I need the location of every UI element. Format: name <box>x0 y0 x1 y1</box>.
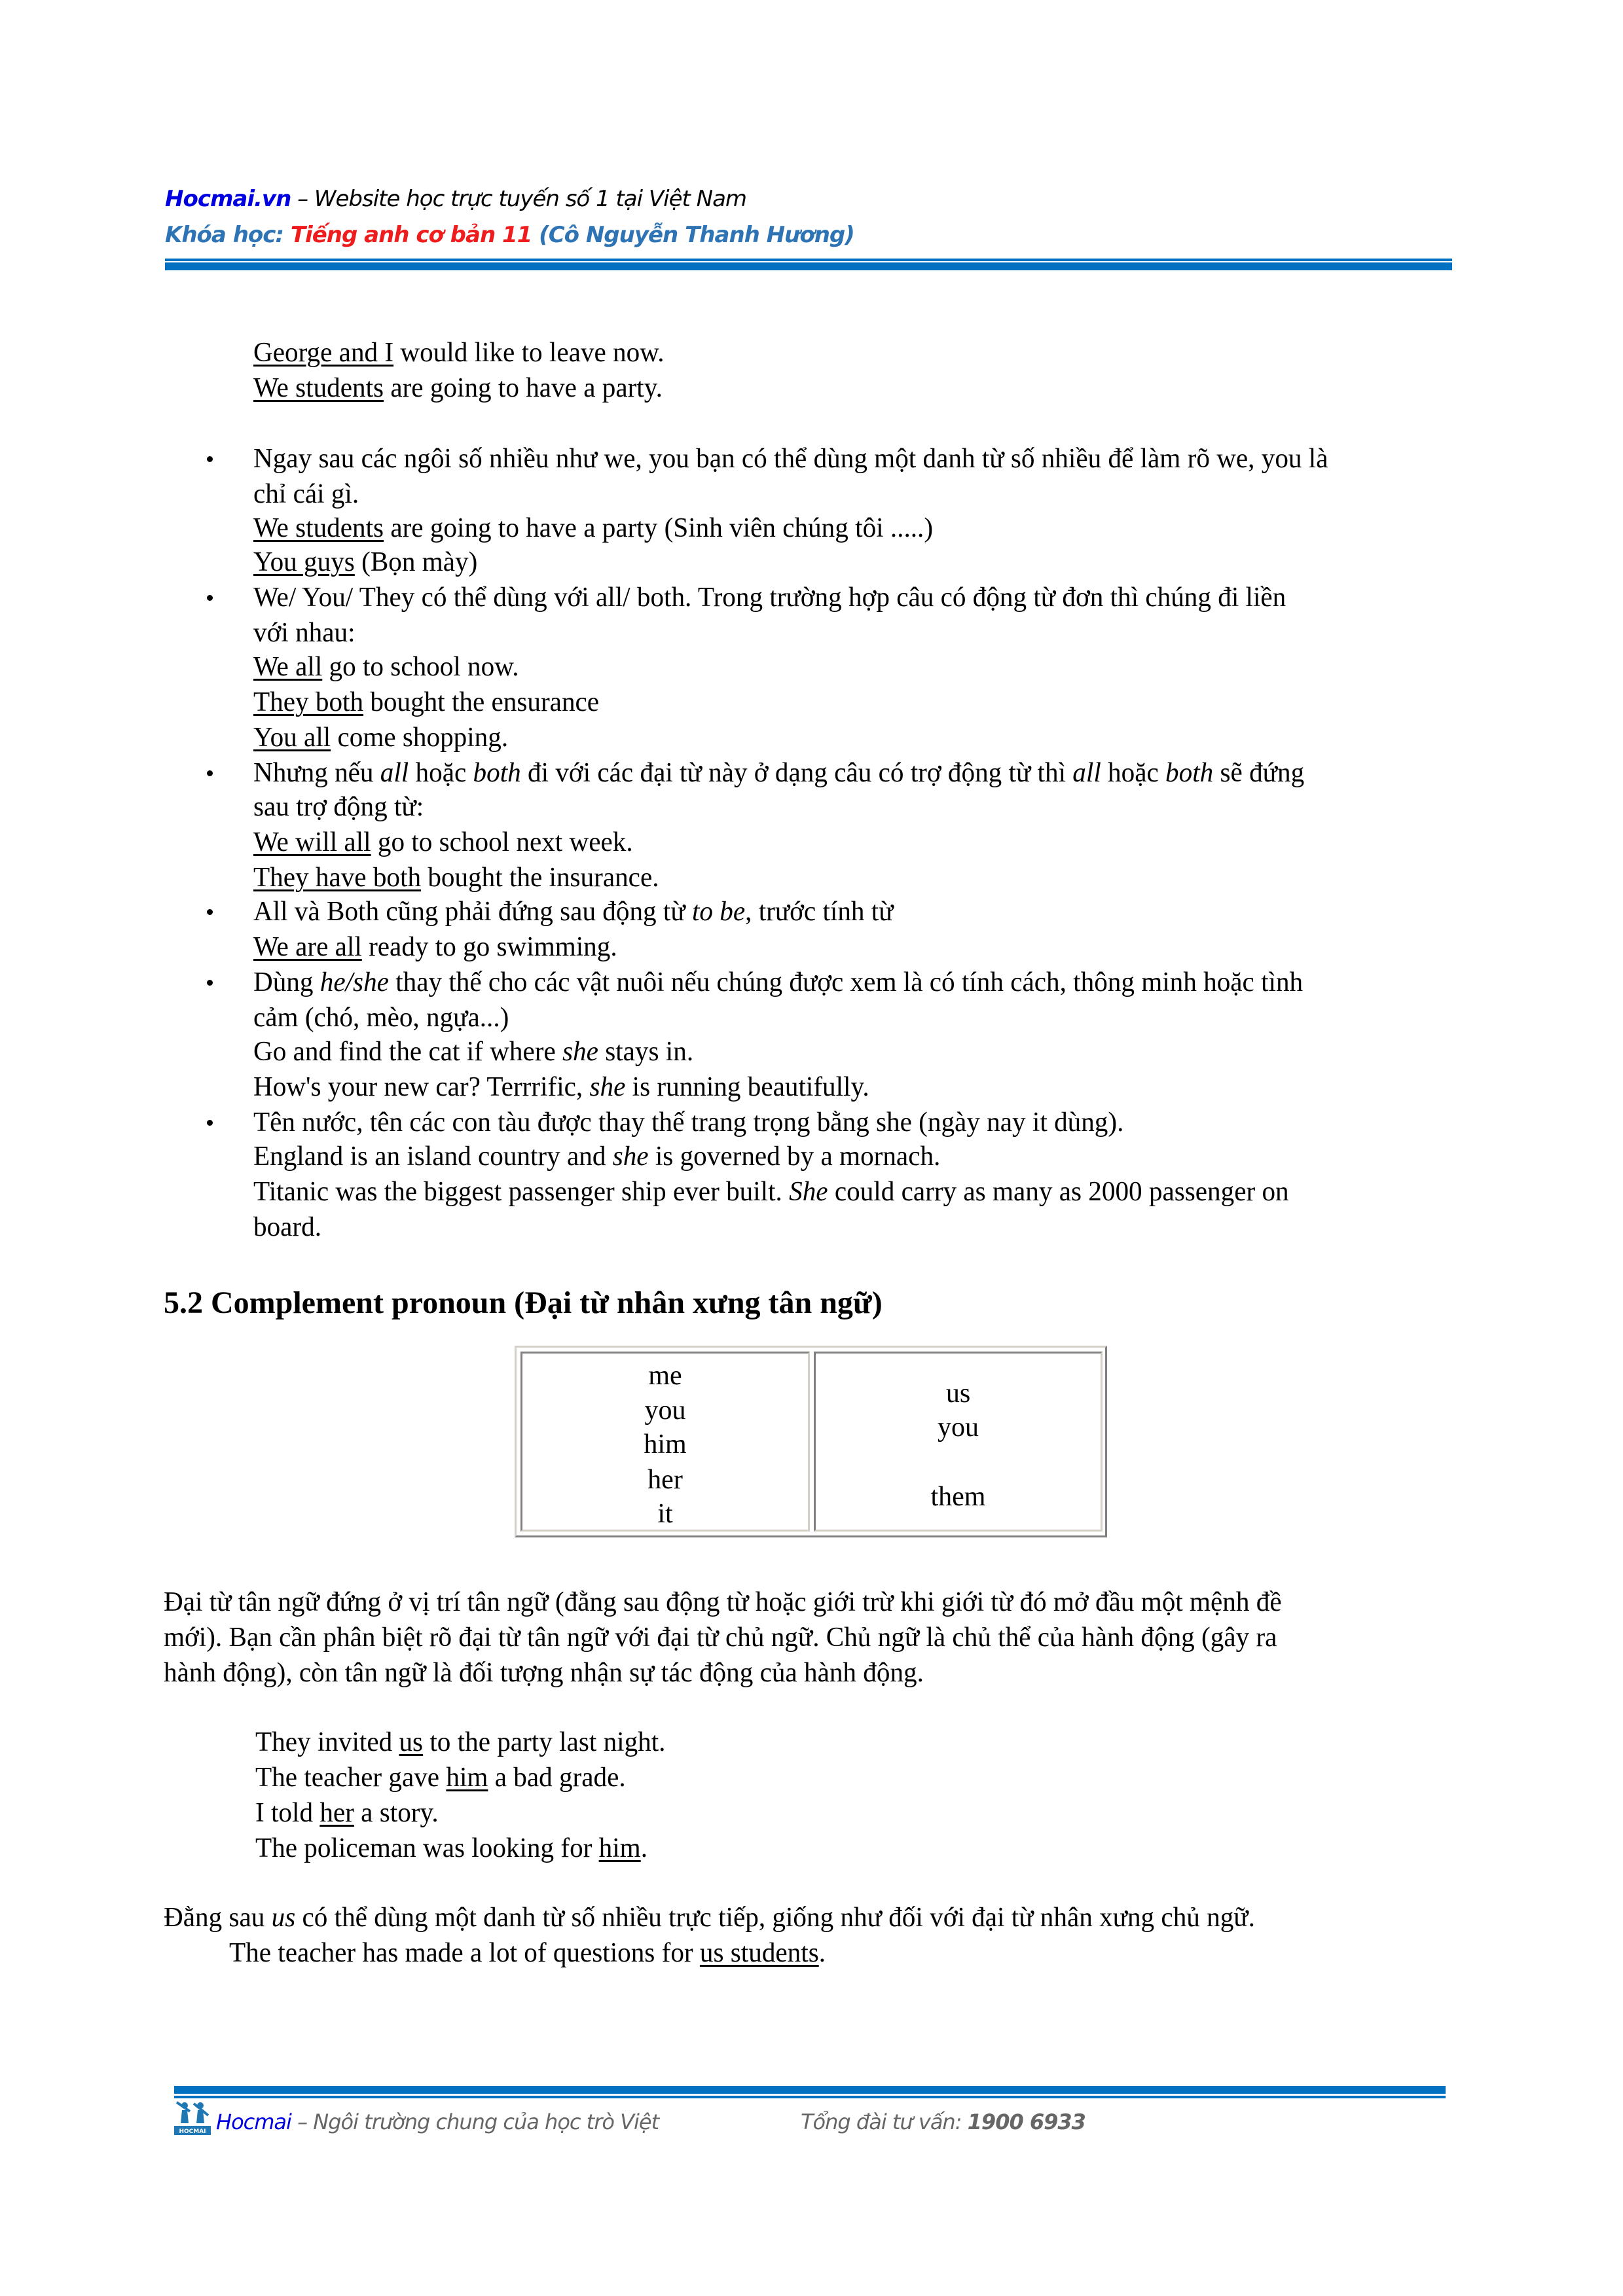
bullet-icon <box>207 1120 217 1130</box>
hotline-number: 1900 6933 <box>967 2109 1085 2134</box>
footer-left <box>216 2109 659 2135</box>
example-line: We are all ready to go swimming. <box>253 932 617 962</box>
example-line: We all go to school now. <box>253 652 519 682</box>
example-line: They invited us to the party last night. <box>255 1727 666 1757</box>
plural-pronouns-cell <box>814 1352 1103 1532</box>
pronoun: you <box>644 1395 686 1426</box>
paragraph-line: Đằng sau us có thể dùng một danh từ số nhiều trực tiếp, giống như đối với đại từ nhân xưng chủ ngữ. <box>164 1903 1255 1933</box>
paragraph-line: mới). Bạn cần phân biệt rõ đại từ tân ngữ với đại từ chủ ngữ. Chủ ngữ là chủ thể của hành động (gây ra <box>164 1623 1277 1653</box>
example-line: You guys (Bọn mày) <box>253 547 478 577</box>
bullet-text: Nhưng nếu all hoặc both đi với các đại từ này ở dạng câu có trợ động từ thì all hoặc both sẽ đứng <box>253 758 1305 788</box>
example-line: How's your new car? Terrrific, she is running beautifully. <box>253 1072 869 1102</box>
site-tagline: – Website học trực tuyến số 1 tại Việt Nam <box>291 186 747 212</box>
example-line: board. <box>253 1212 322 1242</box>
hotline-label: Tổng đài tư vấn: <box>801 2109 968 2134</box>
example-line: The policeman was looking for him. <box>255 1833 647 1863</box>
example-line: Titanic was the biggest passenger ship ever built. She could carry as many as 2000 passenger on <box>253 1177 1289 1207</box>
footer-tagline: – Ngôi trường chung của học trò Việt <box>291 2109 659 2134</box>
footer-hotline <box>801 2109 1085 2135</box>
singular-pronouns-cell <box>520 1352 810 1532</box>
example-line: We will all go to school next week. <box>253 827 633 857</box>
pronoun: me <box>648 1361 682 1391</box>
example-line: They both bought the ensurance <box>253 687 600 717</box>
header-line-2 <box>165 221 854 249</box>
header-rule-thin <box>165 259 1452 261</box>
example-line: Go and find the cat if where she stays in. <box>253 1037 694 1067</box>
pronoun: them <box>930 1482 986 1512</box>
example-line: George and I would like to leave now. <box>253 338 665 368</box>
paragraph-line: hành động), còn tân ngữ là đối tượng nhận sự tác động của hành động. <box>164 1658 924 1688</box>
bullet-text: Tên nước, tên các con tàu được thay thế trang trọng bằng she (ngày nay it dùng). <box>253 1107 1124 1138</box>
bullet-text: All và Both cũng phải đứng sau động từ to be, trước tính từ <box>253 897 894 927</box>
bullet-icon <box>207 595 217 605</box>
paragraph-line: Đại từ tân ngữ đứng ở vị trí tân ngữ (đằng sau động từ hoặc giới trừ khi giới từ đó mở đầu một mệnh đề <box>164 1587 1282 1617</box>
header-line-1 <box>165 185 746 213</box>
svg-text:HOCMAI: HOCMAI <box>179 2128 206 2135</box>
footer-rule-thin <box>174 2096 1446 2098</box>
bullet-text: We/ You/ They có thể dùng với all/ both. Trong trường hợp câu có động từ đơn thì chúng đi liền <box>253 583 1286 613</box>
footer-brand: Hocmai <box>216 2109 291 2134</box>
hocmai-logo-icon <box>174 2101 211 2135</box>
footer-rule-thick <box>174 2086 1446 2094</box>
bullet-text: Ngay sau các ngôi số nhiều như we, you bạn có thể dùng một danh từ số nhiều để làm rõ we, you là <box>253 444 1328 474</box>
bullet-icon <box>207 770 217 781</box>
course-label: Khóa học: <box>165 222 291 248</box>
site-name: Hocmai.vn <box>165 186 291 212</box>
bullet-icon <box>207 909 217 920</box>
example-line: We students are going to have a party. <box>253 373 663 403</box>
example-line: I told her a story. <box>255 1798 439 1828</box>
example-line: The teacher gave him a bad grade. <box>255 1763 626 1793</box>
example-line: You all come shopping. <box>253 723 509 753</box>
pronoun: us <box>945 1378 971 1408</box>
teacher-name: (Cô Nguyễn Thanh Hương) <box>532 222 854 248</box>
example-line: They have both bought the insurance. <box>253 863 659 893</box>
bullet-text: Dùng he/she thay thế cho các vật nuôi nếu chúng được xem là có tính cách, thông minh hoặc tình <box>253 967 1304 997</box>
bullet-text: với nhau: <box>253 618 356 648</box>
pronoun: it <box>657 1499 673 1529</box>
pronoun: her <box>647 1465 683 1495</box>
header-rule-thick <box>165 262 1452 270</box>
bullet-text: cảm (chó, mèo, ngựa...) <box>253 1003 509 1033</box>
bullet-icon <box>207 456 217 467</box>
pronoun-table <box>515 1346 1107 1537</box>
bullet-text: chỉ cái gì. <box>253 479 359 509</box>
bullet-text: sau trợ động từ: <box>253 792 424 822</box>
pronoun: you <box>938 1412 979 1443</box>
example-line: England is an island country and she is governed by a mornach. <box>253 1141 941 1172</box>
section-heading: 5.2 Complement pronoun (Đại từ nhân xưng tân ngữ) <box>164 1285 883 1320</box>
course-name: Tiếng anh cơ bản 11 <box>290 222 532 248</box>
example-line: The teacher has made a lot of questions for us students. <box>229 1938 826 1968</box>
pronoun: him <box>644 1429 687 1460</box>
bullet-icon <box>207 980 217 990</box>
example-line: We students are going to have a party (Sinh viên chúng tôi .....) <box>253 513 934 543</box>
